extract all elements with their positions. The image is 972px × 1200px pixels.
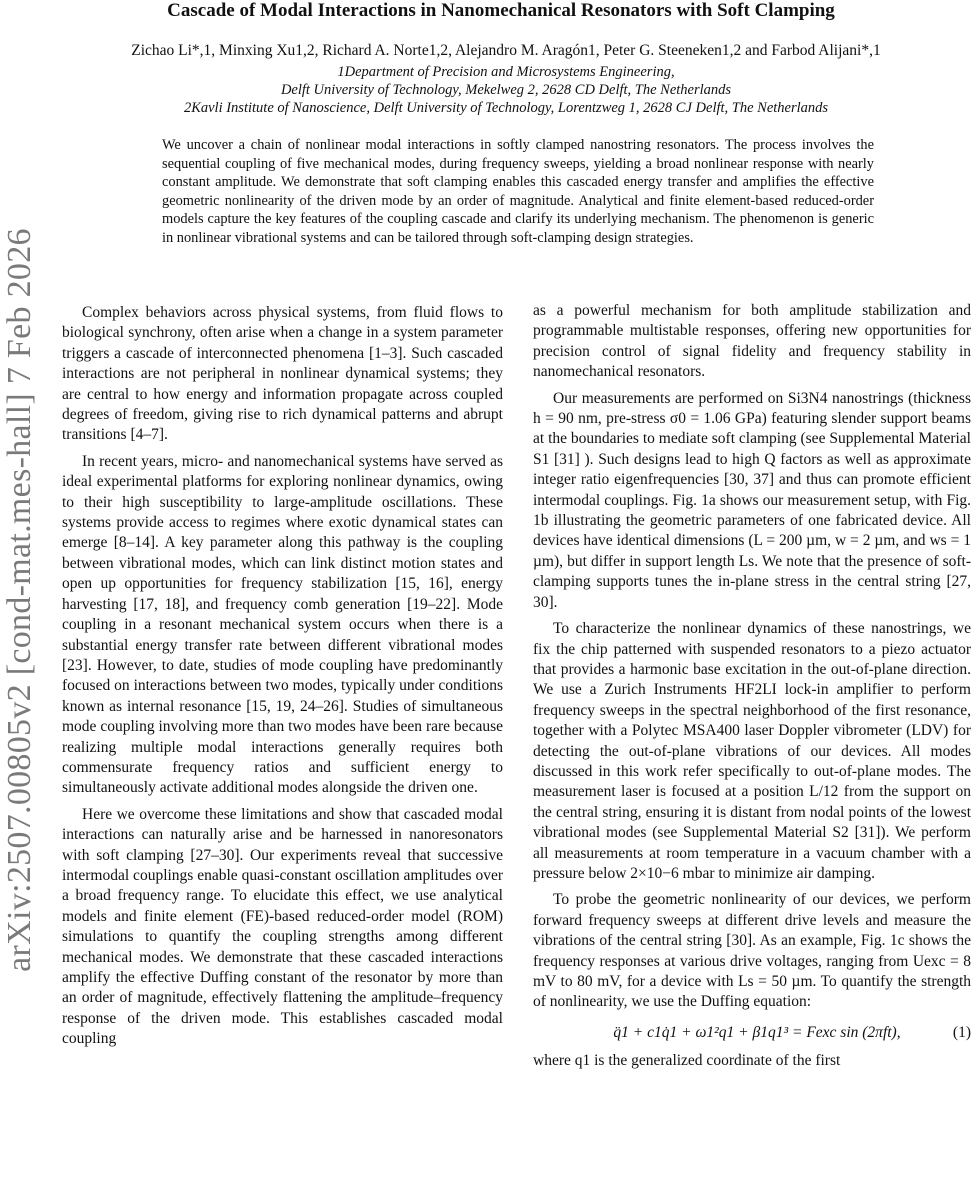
equation-body: q̈1 + c1q̇1 + ω1²q1 + β1q1³ = Fexc sin (2πft), xyxy=(613,1023,901,1041)
paper-title: Cascade of Modal Interactions in Nanomechanical Resonators with Soft Clamping xyxy=(167,0,835,21)
right-paragraph-1: as a powerful mechanism for both amplitude stabilization and programmable multistable responses, offering new opportunities for precision control of signal fidelity and frequency stability in nanomechanical resonators. xyxy=(533,302,971,381)
arxiv-identifier-text: arXiv:2507.00805v2 [cond-mat.mes-hall] 7 Feb 2026 xyxy=(1,228,38,972)
duffing-equation xyxy=(533,1023,971,1043)
affiliation-1-line-1: 1Department of Precision and Microsystems Engineering, xyxy=(337,64,675,80)
arxiv-identifier-stamp xyxy=(2,0,38,1200)
right-paragraph-4: To probe the geometric nonlinearity of our devices, we perform forward frequency sweeps at different drive levels and measure the vibrations of the central string [30]. As an example, Fig. 1c shows the frequency responses at various drive voltages, ranging from Uexc = 8 mV to 80 mV, for a device with Ls = 50 µm. To quantify the strength of nonlinearity, we use the Duffing equation: xyxy=(533,891,971,1011)
affiliation-1 xyxy=(50,63,962,99)
right-paragraph-2: Our measurements are performed on Si3N4 nanostrings (thickness h = 90 nm, pre-stress σ0 = 1.06 GPa) featuring slender support beams at the boundaries to mediate soft clamping (see Supplemental Material S1 [31] ). Such designs lead to high Q factors as well as approximate integer ratio eigenfrequencies [30, 37] and thus can promote efficient intermodal couplings. Fig. 1a shows our measurement setup, with Fig. 1b illustrating the geometric parameters of one fabricated device. All devices have identical dimensions (L = 200 µm, w = 2 µm, and ws = 1 µm), but differ in support length Ls. We note that the presence of soft-clamping supports tunes the in-plane stress in the central string [27, 30]. xyxy=(533,389,971,611)
right-paragraph-3: To characterize the nonlinear dynamics of these nanostrings, we fix the chip patterned with suspended resonators to a piezo actuator that provides a harmonic base excitation in the out-of-plane direction. We use a Zurich Instruments HF2LI lock-in amplifier to perform frequency sweeps in the spectral neighborhood of the first resonance, together with a Polytec MSA400 laser Doppler vibrometer (LDV) for detecting the out-of-plane vibrations of our devices. All modes discussed in this work refer specifically to out-of-plane modes. The measurement laser is focused at a position L/12 from the support on the central string, ensuring it is distant from nodal points of the lowest vibrational modes (see Supplemental Material S2 [31]). We perform all measurements at room temperature in a vacuum chamber with a pressure below 2×10−6 mbar to minimize air damping. xyxy=(533,620,971,882)
left-column xyxy=(62,303,503,1050)
author-list: Zichao Li*,1, Minxing Xu1,2, Richard A. Norte1,2, Alejandro M. Aragón1, Peter G. Steeneken1,2 and Farbod Alijani*,1 xyxy=(131,42,881,59)
left-paragraph-3: Here we overcome these limitations and show that cascaded modal interactions can naturally arise and be harnessed in nanoresonators with soft clamping [27–30]. Our experiments reveal that successive intermodal couplings enable quasi-constant oscillation amplitudes over a broad frequency range. To elucidate this effect, we use analytical models and finite element (FE)-based reduced-order model (ROM) simulations to quantify the coupling strengths among different mechanical modes. We demonstrate that these cascaded interactions amplify the effective Duffing constant of the resonator by more than an order of magnitude, effectively flattening the amplitude–frequency response of the driven mode. This establishes cascaded modal coupling xyxy=(62,805,503,1048)
right-paragraph-5: where q1 is the generalized coordinate of the first xyxy=(533,1052,841,1070)
left-paragraph-1: Complex behaviors across physical systems, from fluid flows to biological synchrony, often arise when a change in a system parameter triggers a cascade of interconnected phenomena [1–3]. Such cascaded interactions are not peripheral in nonlinear dynamical systems; they are central to how energy and information propagate across coupled degrees of freedom, giving rise to rich dynamical patterns and abrupt transitions [4–7]. xyxy=(62,304,503,444)
equation-number: (1) xyxy=(952,1023,971,1041)
affiliation-2: 2Kavli Institute of Nanoscience, Delft University of Technology, Lorentzweg 1, 2628 CJ Delft, The Netherlands xyxy=(183,100,829,116)
left-paragraph-2: In recent years, micro- and nanomechanical systems have served as ideal experimental platforms for exploring nonlinear dynamics, owing to their high susceptibility to large-amplitude oscillations. These systems provide access to regimes where exotic dynamical states can emerge [8–14]. A key parameter along this pathway is the coupling between vibrational modes, which can link distinct motion states and open up opportunities for frequency stabilization [15, 16], energy harvesting [17, 18], and frequency comb generation [19–22]. Mode coupling in a resonant mechanical system occurs when there is a substantial energy transfer rate between different vibrational modes [23]. However, to date, studies of mode coupling have predominantly focused on interactions between two modes, typically under conditions known as internal resonance [15, 19, 24–26]. Studies of simultaneous mode coupling involving more than two modes have been rare because realizing multiple modal interactions generally requires both commensurate frequency ratios and sufficient energy to simultaneously activate additional modes alongside the driven one. xyxy=(62,452,503,797)
right-column xyxy=(533,301,971,1072)
abstract: We uncover a chain of nonlinear modal interactions in softly clamped nanostring resonators. The process involves the sequential coupling of five mechanical modes, during frequency sweeps, yielding a broad nonlinear response with nearly constant amplitude. We demonstrate that soft clamping enables this cascaded energy transfer and amplifies the effective geometric nonlinearity of the driven mode by an order of magnitude. Analytical and finite element-based reduced-order models capture the key features of the coupling cascade and clarify its underlying mechanism. The phenomenon is generic in nonlinear vibrational systems and can be tailored through soft-clamping design strategies. xyxy=(162,137,874,246)
affiliation-1-line-2: Delft University of Technology, Mekelweg 2, 2628 CD Delft, The Netherlands xyxy=(280,82,732,98)
